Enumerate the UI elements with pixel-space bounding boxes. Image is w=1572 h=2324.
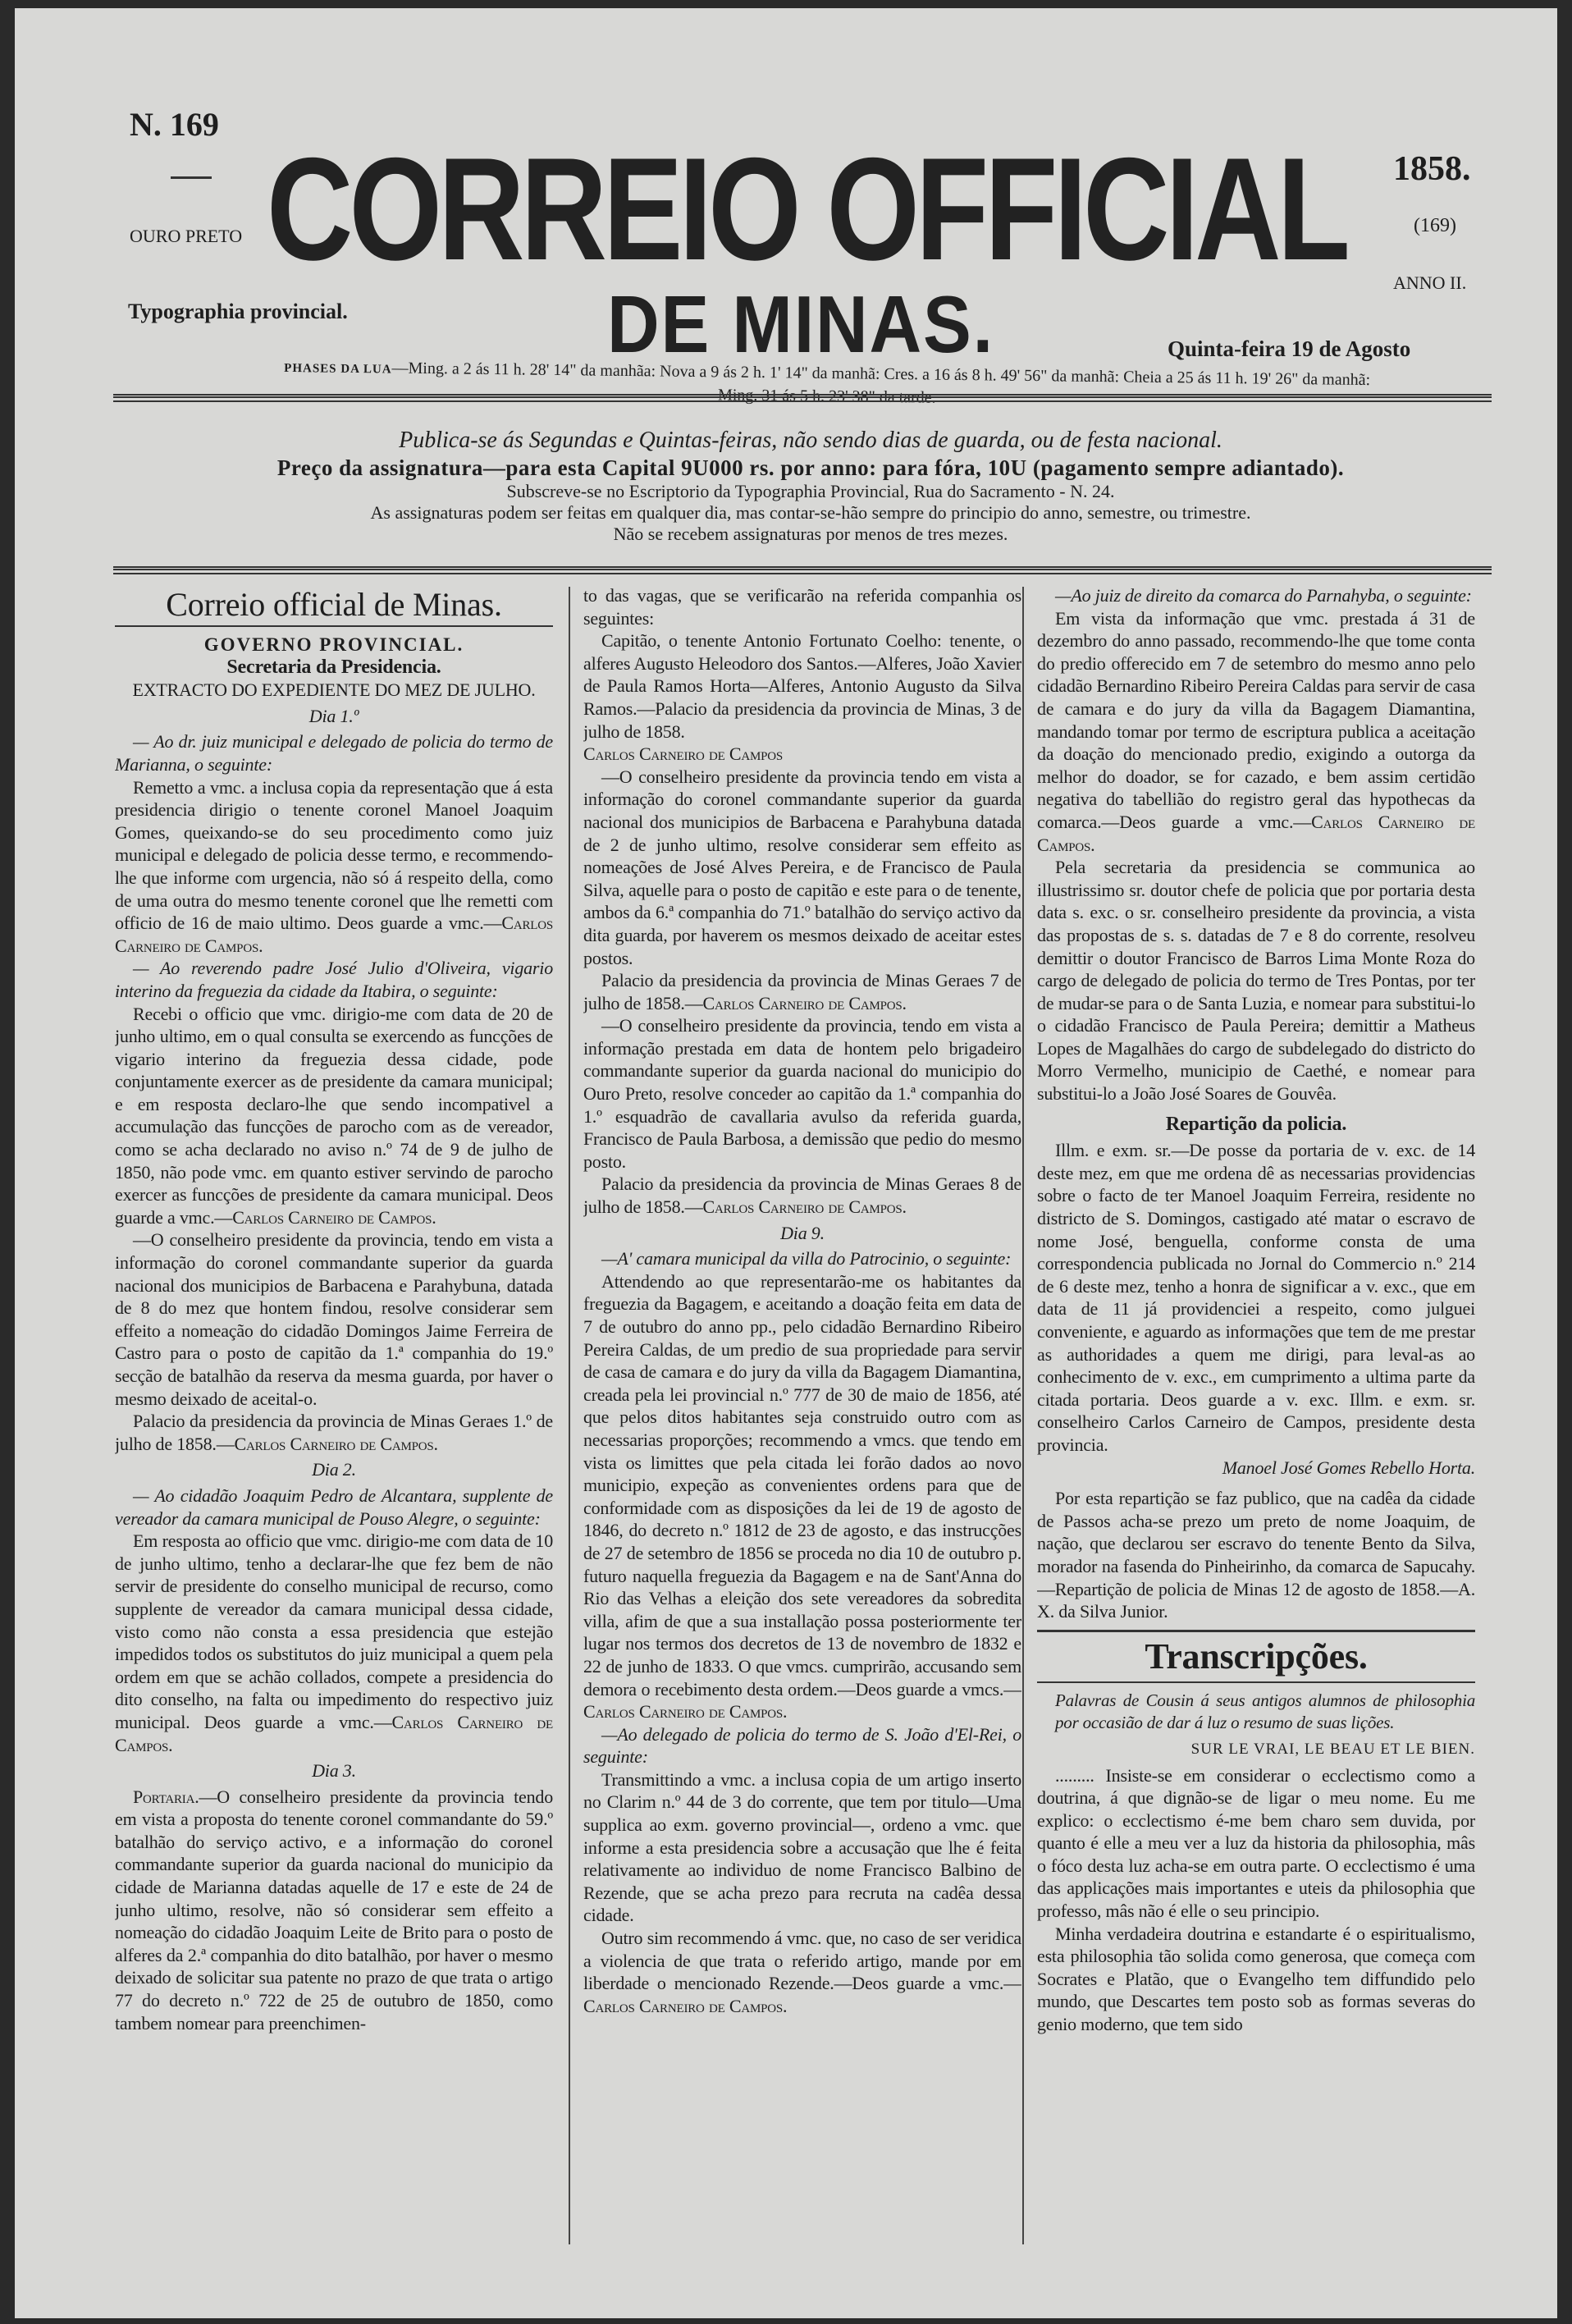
moon-phases [171, 355, 1484, 415]
year: 1858. [1393, 150, 1471, 188]
signature: Carlos Carneiro de Campos. [583, 1995, 788, 2016]
paragraph: —Ao delegado de policia do termo de S. João d'El-Rei, o seguinte: [583, 1723, 1021, 1768]
paragraph: —O conselheiro presidente da provincia, tendo em vista a informação do coronel commandante superior da guarda nacional dos municipios de Barbacena e Parahybuna, datada de 8 do mez que hontem findou, resolve considerar sem effeito a nomeação do cidadão Domingos Jaime Ferreira de Castro para o posto de capitão da 1.ª companhia do 19.º secção de batalhão da reserva da mesma guarda, por haver o mesmo deixado de aceital-o. [115, 1229, 553, 1409]
signature: Carlos Carneiro de Campos. [234, 1433, 438, 1454]
text: Attendendo ao que representarão-me os habitantes da freguezia da Bagagem, e aceitando a doação feita em data de 7 de outubro do anno pp., pelo cidadão Bernardino Ribeiro Pereira Caldas, de um predio de sua propriedade para servir de casa de camara e do jury da villa da Bagagem Diamantina, creada pela lei provincial n.º 777 de 30 de maio de 1856, até que pelos ditos habitantes seja construido outro com as necessarias proporções; recommendo a vmcs. que tendo em vista os limittes que pela citada lei forão dados ao novo municipio, expeção as convenientes ordens para que de conformidade com as disposições da lei de 19 de agosto de 1846, do decreto n.º 1812 de 23 de agosto, e das instrucções de 27 de setembro de 1856 se proceda no dia 10 de outubro p. futuro naquella freguezia da Bagagem e na de Sant'Anna do Rio das Velhas a eleição dos sete vereadores da sobredita villa, afim de que a sua installação possa posteriormente ter lugar nos termos dos decretos de 13 de novembro de 1832 e 22 de junho de 1833. O que vmcs. cumprirão, accusando sem demora o recebimento desta ordem.—Deos guarde a vmcs.— [583, 1270, 1021, 1700]
paragraph: —A' camara municipal da villa do Patrocinio, o seguinte: [601, 1248, 1012, 1270]
paragraph: —O conselheiro presidente da provincia tendo em vista a informação do coronel commandante superior da guarda nacional dos municipios de Barbacena e Parahybuna datada de 2 de junho ultimo, resolve considerar sem effeito as nomeações de José Alves Pereira, e de Francisco de Paula Silva, aquelle para o posto de capitão e este para o de tenente, ambos da 6.ª companhia do 71.º batalhão do serviço activo da dita guarda, por haverem os mesmos deixado de aceitar estes postos. [583, 766, 1021, 968]
text: Palacio da presidencia da provincia de Minas Geraes 1.º de julho de 1858.— [115, 1411, 553, 1454]
issue-number: N. 169 [130, 106, 219, 143]
header-rule [113, 394, 1492, 402]
printer: Typographia provincial. [128, 300, 348, 323]
paragraph: — Ao dr. juiz municipal e delegado de policia do termo de Marianna, o seguinte: [115, 731, 553, 775]
signature: Carlos Carneiro de Campos. [1037, 811, 1475, 855]
signature: Carlos Carneiro de Campos. [232, 1206, 436, 1228]
column-1 [115, 584, 553, 2258]
signature: Carlos Carneiro de Campos. [115, 913, 553, 956]
subscription-terms: As assignaturas podem ser feitas em qualquer dia, mas contar-se-hão sempre do principio do anno, semestre, ou trimestre. [370, 502, 1251, 523]
paragraph: — Ao reverendo padre José Julio d'Oliveira, vigario interino da freguezia da cidade da Itabira, o seguinte: [115, 958, 553, 1001]
subheading: EXTRACTO DO EXPEDIENTE DO MEZ DE JULHO. [132, 679, 536, 701]
paragraph [583, 969, 1021, 1014]
paragraph [115, 1530, 553, 1756]
text: Recebi o officio que vmc. dirigio-me com data de 20 de junho ultimo, em o qual consulta se exercendo as funcções de vigario interino da freguezia dessa cidade, pode conjuntamente exercer as de presidente da camara municipal; e em resposta declaro-lhe que sendo incompativel a accumulação das funcções de parocho com as de vereador, como se acha declarado no aviso n.º 74 de 9 de julho de 1850, não pode vmc. em quanto estiver servindo de parocho exercer as funcções de presidente da camara municipal. Deos guarde a vmc.— [115, 1003, 553, 1228]
signature: Carlos Carneiro de Campos. [115, 1711, 553, 1755]
volume: ANNO II. [1393, 272, 1467, 293]
day-heading: Dia 2. [312, 1459, 356, 1480]
publication-days: Publica-se ás Segundas e Quintas-feiras, não sendo dias de guarda, ou de festa nacional. [399, 428, 1222, 453]
paragraph: Minha verdadeira doutrina e estandarte é o espiritualismo, esta philosophia tão solida como generosa, que começa com Socrates e Platão, que o Evangelho tem diffundido pelo mundo, que Descartes tem posto sob as formas severas do genio moderno, que tem sido [1037, 1923, 1475, 2035]
paragraph [115, 1003, 553, 1229]
paragraph [115, 1786, 553, 2035]
text: Em vista da informação que vmc. prestada á 31 de dezembro do anno passado, recommendo-lhe que tome conta do predio offerecido em 7 de setembro do mesmo anno pelo cidadão Bernardino Ribeiro Pereira Caldas para servir de casa de camara e do jury da villa da Bagagem Diamantina, mandando tomar por termo de escriptura publica a aceitação da doação do mencionado predio, exigindo a outorga da melhor do doador, se for cazado, e bem assim certidão negativa do tabellião do registro geral das hypothecas da comarca.—Deos guarde a vmc.— [1037, 607, 1475, 832]
moon-phases-label: PHASES DA LUA [284, 361, 392, 377]
day-heading: Dia 1.º [308, 705, 359, 726]
signature: Carlos Carneiro de Campos [583, 743, 784, 765]
paragraph: Por esta repartição se faz publico, que na cadêa da cidade de Passos acha-se prezo um preto de nome Joaquim, de nação, que declarou ser escravo do tenente Bento da Silva, morador na fasenda do Pinheirinho, da comarca de Sapucahy.—Repartição de policia de Minas 12 de agosto de 1858.—A. X. da Silva Junior. [1037, 1488, 1475, 1622]
subscription-office: Subscreve-se no Escriptorio da Typographia Provincial, Rua do Sacramento - N. 24. [506, 481, 1115, 501]
paragraph: — Ao cidadão Joaquim Pedro de Alcantara, supplente de vereador da camara municipal de Pouso Alegre, o seguinte: [115, 1485, 553, 1529]
text: —O conselheiro presidente da provincia tendo em vista a proposta do tenente coronel commandante do 59.º batalhão do serviço activo, e a informação do coronel commandante superior da guarda nacional do municipio da cidade de Marianna datadas aquelle de 17 e este de 24 de junho ultimo, resolve, não só considerar sem effeito a nomeação do cidadão Joaquim Leite de Brito para o posto de alferes da 2.ª companhia do dito batalhão, por haver o mesmo deixado de solicitar sua patente no prazo de que trata o artigo 77 do decreto n.º 722 de 25 de outubro de 1850, como tambem nomear para preenchimen- [115, 1786, 553, 2034]
paragraph [583, 1173, 1021, 1218]
text: Em resposta ao officio que vmc. dirigio-me com data de 10 de junho ultimo, tenho a declarar-lhe que fez bem de não servir de presidente do conselho municipal de recurso, como supplente de vereador da camara municipal dessa cidade, visto como não consta a essa presidencia que estejão impedidos todos os substitutos do juiz municipal a quem pela ordem em que se achão collados, compete a presidencia do dito conselho, na falta ou impedimento do respectivo juiz municipal. Deos guarde a vmc.— [115, 1530, 553, 1732]
section-heading: Repartição da policia. [1165, 1113, 1347, 1135]
subscription-minimum: Não se recebem assignaturas por menos de tres mezes. [613, 524, 1008, 544]
subscription-price: Preço da assignatura—para esta Capital 9U000 rs. por anno: para fóra, 10U (pagamento sempre adiantado). [276, 455, 1345, 480]
paragraph: ......... Insiste-se em considerar o ecclectismo como a doutrina, á que dignão-se de ligar o meu nome. Eu me explico: o ecclectismo é-me bem charo sem duvida, por quanto é elle a meu ver a luz da historia da philosophia, mâs o fóco desta luz acha-se em outra parte. O ecclectismo é uma das applicações mais importantes e uteis da philosophia que professo, mâs não é elle o seu principio. [1037, 1764, 1475, 1922]
text: Outro sim recommendo á vmc. que, no caso de ser veridica a violencia de que trata o referido artigo, mande por em liberdade o mencionado Rezende.—Deos guarde a vmc.— [583, 1928, 1021, 1994]
paragraph [1037, 607, 1475, 857]
section-heading: Correio official de Minas. [115, 584, 553, 627]
subheading: GOVERNO PROVINCIAL. [203, 634, 464, 655]
text: Palacio da presidencia da provincia de Minas Geraes 8 de julho de 1858.— [583, 1173, 1021, 1218]
paragraph: —O conselheiro presidente da provincia, tendo em vista a informação prestada em data de hontem pelo brigadeiro commandante superior da guarda nacional do municipio do Ouro Preto, resolve conceder ao capitão da 1.ª companhia do 1.º esquadrão de cavallaria avulso da referida guarda, Francisco de Paula Barbosa, a demissão que pedio do mesmo posto. [583, 1015, 1021, 1172]
moon-phases-text: —Ming. a 2 ás 11 h. 28' 14" da manhãa: Nova a 9 ás 2 h. 1' 14" da manhã: Cres. a 16 ás 8 h. 49' 56" da manhã: Cheia a 25 ás 11 h. 19' 26" da manhã: [391, 359, 1371, 390]
divider [171, 176, 212, 179]
subheading: SUR LE VRAI, LE BEAU ET LE BIEN. [1190, 1740, 1475, 1758]
day-heading: Dia 3. [312, 1760, 356, 1782]
masthead-subtitle: DE MINAS. [607, 279, 994, 369]
paragraph: Capitão, o tenente Antonio Fortunato Coelho: tenente, o alferes Augusto Heleodoro dos Santos.—Alferes, João Xavier de Paula Ramos Horta—Alferes, Antonio Augusto da Silva Ramos.—Palacio da presidencia da provincia de Minas, 3 de julho de 1858. [583, 630, 1021, 742]
text: Palacio da presidencia da provincia de Minas Geraes 7 de julho de 1858.— [583, 970, 1021, 1013]
column-3 [1037, 584, 1475, 2258]
paragraph [583, 1270, 1021, 1723]
masthead-title: CORREIO OFFICIAL [267, 127, 1346, 290]
subheading: Secretaria da Presidencia. [226, 656, 441, 678]
column-divider [569, 587, 570, 2244]
paragraph: —Ao juiz de direito da comarca do Parnahyba, o seguinte: [1055, 585, 1472, 606]
newspaper-page [15, 8, 1557, 2318]
paragraph [115, 776, 553, 958]
signature: Carlos Carneiro de Campos. [583, 1701, 788, 1722]
paragraph: Transmittindo a vmc. a inclusa copia de um artigo inserto no Clarim n.º 44 de 3 do corrente, que tem por titulo—Uma supplica ao exm. governo provincial—, ordeno a vmc. que informe a esta presidencia sobre a accusação que lhe é feita relativamente ao individuo de nome Francisco Balbino de Rezende, que se acha prezo para recruta na cadêa dessa cidade. [583, 1768, 1021, 1926]
signature: Manoel José Gomes Rebello Horta. [1222, 1457, 1475, 1478]
paragraph: Palavras de Cousin á seus antigos alumnos de philosophia por occasião de dar á luz o resumo de suas lições. [1055, 1690, 1475, 1733]
signature: Carlos Carneiro de Campos. [702, 1196, 907, 1218]
paragraph: Pela secretaria da presidencia se communica ao illustrissimo sr. doutor chefe de policia que por portaria desta data s. exc. o sr. conselheiro presidente da provincia, a vista das propostas de s. s. datadas de 7 e 8 do corrente, resolveu demittir o doutor Francisco de Barros Lima Monte Roza do cargo de delegado de policia do termo de Tres Pontas, por ter de mudar-se para o de Santa Luzia, e nomear para substitui-lo o cidadão Francisco de Paula Pereira; demittir a Matheus Lopes de Magalhães do cargo de subdelegado do districto do Morro Vermelho, municipio de Caethé, e nomear para substitui-lo a João José Soares de Gouvêa. [1037, 857, 1475, 1105]
paragraph [583, 1927, 1021, 2017]
issue-date: Quinta-feira 19 de Agosto [1168, 336, 1411, 361]
column-2 [583, 584, 1021, 2258]
day-heading: Dia 9. [780, 1222, 825, 1243]
place: OURO PRETO [130, 226, 243, 246]
signature: Carlos Carneiro de Campos. [702, 992, 907, 1013]
issue-count: (169) [1414, 215, 1456, 236]
moon-phases-line2: Ming. 31 ás 5 h. 23' 38" da tarde. [717, 386, 936, 407]
header-rule-bottom [113, 566, 1492, 574]
text: Portaria. [133, 1786, 199, 1807]
section-heading: Transcripções. [1037, 1630, 1475, 1683]
text: Remetto a vmc. a inclusa copia da representação que á esta presidencia dirigio o tenente coronel Manoel Joaquim Gomes, queixando-se do seu procedimento como juiz municipal e delegado de policia desse termo, e recommendo-lhe que informe com urgencia, não só á respeito della, como de uma outra do mesmo tenente coronel que lhe remetti com officio de 16 de maio ultimo. Deos guarde a vmc.— [115, 776, 553, 934]
paragraph [115, 1410, 553, 1455]
paragraph: to das vagas, que se verificarão na referida companhia os seguintes: [583, 585, 1021, 629]
paragraph: Illm. e exm. sr.—De posse da portaria de v. exc. de 14 deste mez, em que me ordena dê as necessarias providencias sobre o facto de ter Manoel Joaquim Ferreira, residente no districto de S. Domingos, castigado até matar o escravo de nome José, benguella, conforme consta de uma correspondencia publicada no Jornal do Commercio n.º 214 de 6 deste mez, tenho a honra de significar a v. exc., que em data de 11 já providenciei a respeito, como julguei conveniente, e aguardo as informações que tem de me prestar as authoridades a quem me dirigi, para leval-as ao conhecimento de v. exc., em cumprimento a ultima parte da citada portaria. Deos guarde a v. exc. Illm. e exm. sr. conselheiro Carlos Carneiro de Campos, presidente desta provincia. [1037, 1140, 1475, 1455]
subscription-info [130, 427, 1492, 545]
column-divider [1022, 587, 1024, 2244]
